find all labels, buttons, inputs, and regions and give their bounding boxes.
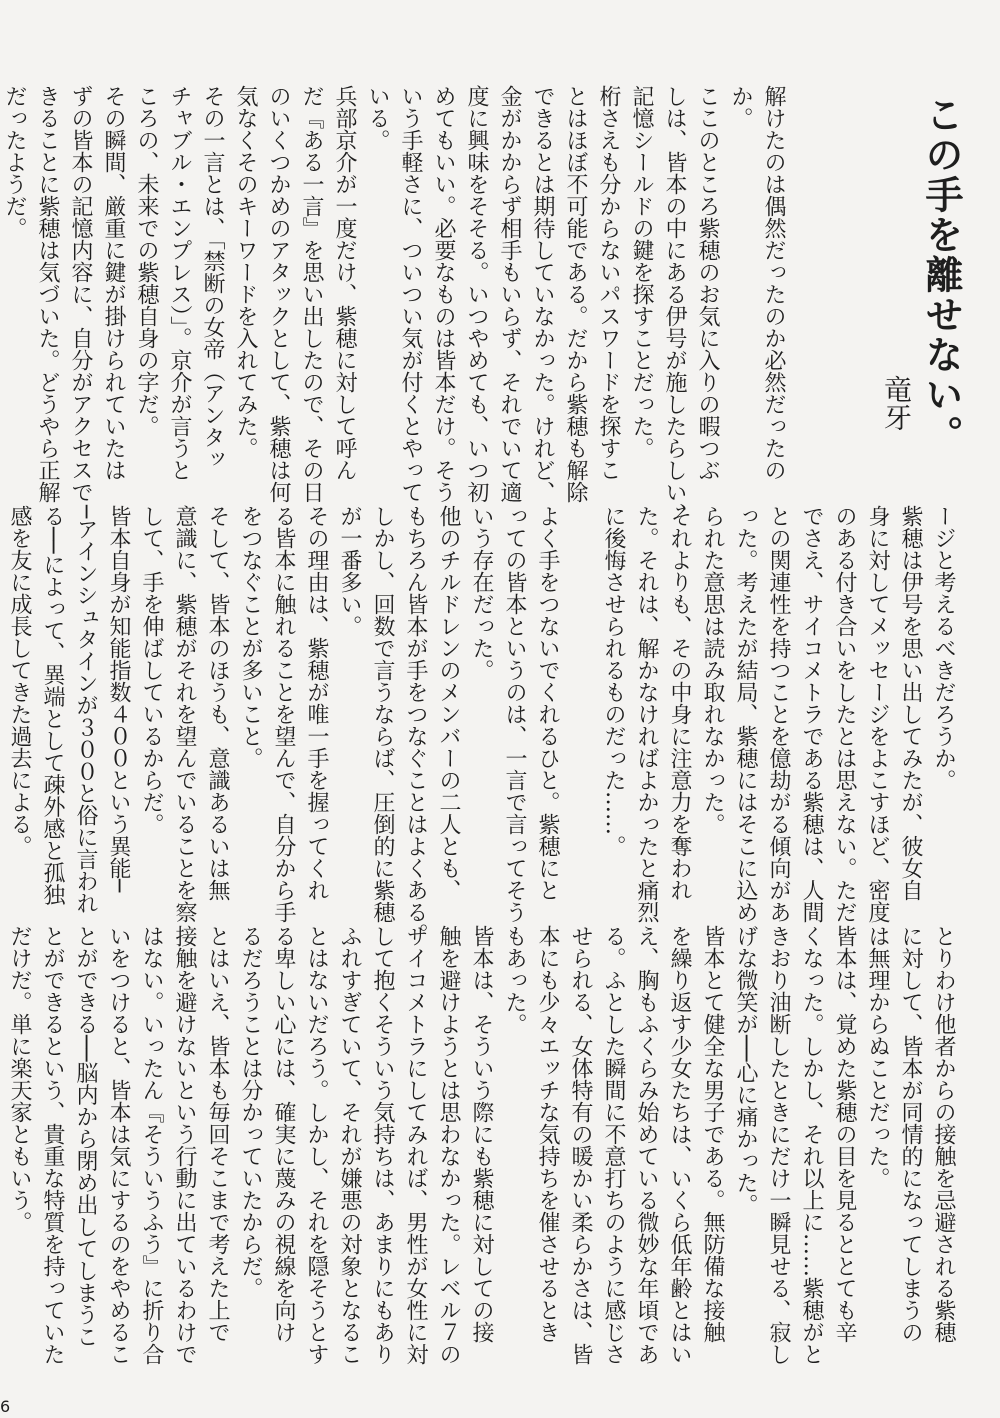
text-line: くなった。しかし、それ以上に……紫穂がと [799, 925, 824, 1365]
text-line: ージと考えるべきだろうか。 [931, 505, 956, 791]
text-line: のいくつかめのアタックとして、紫穂は何 [266, 85, 291, 503]
text-line: た。それは、解かなければよかったと痛烈 [634, 505, 659, 923]
author-name: 竜牙 [880, 375, 913, 431]
text-line: 桁さえも分からないパスワードを探すこ [596, 85, 621, 481]
text-line: のある付き合いをしたとは思えない。ただ [832, 505, 857, 923]
text-line: だけだ。単に楽天家ともいう。 [7, 925, 32, 1233]
text-line: とができる──脳内から閉め出してしまうこ [73, 925, 98, 1348]
text-line: して、手を伸ばしているからだ。 [139, 505, 164, 835]
text-line: 皆本は、覚めた紫穂の目を見るととても辛 [832, 925, 857, 1343]
text-line: 兵部京介が一度だけ、紫穂に対して呼ん [332, 85, 357, 481]
text-line: ずの皆本の記憶内容に、自分がアクセスで [68, 85, 93, 503]
text-line: ここのところ紫穂のお気に入りの暇つぶ [695, 85, 720, 481]
text-column-top [2, 85, 790, 525]
text-line: る。ふとした瞬間に不意打ちのように感じさ [601, 925, 626, 1365]
text-line: いる。 [365, 85, 390, 151]
text-line: え、胸もふくらみ始めている微妙な年頃であ [634, 925, 659, 1365]
text-line: 度に興味をそそる。いつやめても、いつ初 [464, 85, 489, 503]
text-line: 意識に、紫穂がそれを望んでいることを察 [172, 505, 197, 923]
text-line: いをつけると、皆本は気にするのをやめるこ [106, 925, 131, 1365]
text-line [0, 925, 3, 1335]
text-column-middle [7, 505, 960, 945]
text-line: に対して、皆本が同情的になってしまうの [898, 925, 923, 1343]
text-line: は無理からぬことだった。 [865, 925, 890, 1189]
text-line: ふれすぎていて、それが嫌悪の対象となるこ [337, 925, 362, 1365]
text-line: との関連性を持つことを億劫がる傾向があ [766, 505, 791, 923]
text-line: もちろん皆本が手をつなぐことはよくある。 [403, 505, 428, 945]
text-line: でさえ、サイコメトラである紫穂は、人間 [799, 505, 824, 923]
text-line: をつなぐことが多いこと。 [238, 505, 263, 769]
text-line: その一言とは、「禁断の女帝（アンタッ [200, 85, 225, 470]
text-line: だ『ある一言』を思い出したので、その日 [299, 85, 324, 503]
text-line: 本にも少々エッチな気持ちを催させるとき [535, 925, 560, 1343]
text-line: きおり油断したときにだけ一瞬見せる、寂し [766, 925, 791, 1365]
text-line: だったようだ。 [2, 85, 27, 239]
text-line: 気なくそのキーワードを入れてみた。 [233, 85, 258, 459]
text-column-bottom [7, 925, 960, 1365]
text-line: とりわけ他者からの接触を忌避される紫穂 [931, 925, 956, 1343]
text-line: 接触を避けないという行動に出ているわけで [172, 925, 197, 1365]
text-line: 皆本は、そういう際にも紫穂に対しての接 [469, 925, 494, 1343]
text-line: に後悔させられるものだった……。 [601, 505, 626, 857]
text-line: 触を避けようとは思わなかった。レベル７の [436, 925, 461, 1365]
text-line: げな微笑が──心に痛かった。 [733, 925, 758, 1216]
text-line: か。 [728, 85, 753, 129]
text-line: とはほぼ不可能である。だから紫穂も解除 [563, 85, 588, 503]
text-line: 金がかからず相手もいらず、それでいて適 [497, 85, 522, 503]
text-line [564, 505, 597, 880]
text-line: が一番多い。 [337, 505, 362, 637]
text-line: せられる、女体特有の暖かい柔らかさは、皆 [568, 925, 593, 1365]
text-line: るだろうことは分かっていたからだ。 [238, 925, 263, 1299]
text-line: よく手をつないでくれるひと。紫穂にと [535, 505, 560, 901]
text-line: いう手軽さに、ついつい気が付くとやって [398, 85, 423, 503]
article-title: この手を離せない。 [919, 95, 964, 455]
text-line: チャブル・エンプレス）」。京介が言うと [167, 85, 192, 481]
text-line: 記憶シールドの鍵を探すことだった。 [629, 85, 654, 459]
text-line: しかし、回数で言うならば、圧倒的に紫穂 [370, 505, 395, 923]
text-line: しは、皆本の中にある伊号が施したらしい、 [662, 85, 687, 525]
page-number: 6 [0, 1397, 11, 1416]
text-line: 身に対してメッセージをよこすほど、密度 [865, 505, 890, 923]
text-line [0, 505, 3, 880]
text-line: できるとは期待していなかった。けれど、 [530, 85, 555, 503]
text-line: っての皆本というのは、一言で言ってそう [502, 505, 527, 923]
text-line: とができるという、貴重な特質を持っていた [40, 925, 65, 1365]
text-line: いう存在だった。 [469, 505, 494, 681]
text-line: して抱くそういう気持ちは、あまりにもあり [370, 925, 395, 1365]
text-line: その理由は、紫穂が唯一手を握ってくれ [304, 505, 329, 901]
text-line: 皆本自身が知能指数４００という異能─ [106, 505, 131, 893]
text-line: 他のチルドレンのメンバーの二人とも、 [436, 505, 461, 901]
text-line: とはないだろう。しかし、それを隠そうとす [304, 925, 329, 1365]
text-line: とはいえ、皆本も毎回そこまで考えた上で [205, 925, 230, 1343]
text-line: った。考えたが結局、紫穂にはそこに込め [733, 505, 758, 923]
text-line: る皆本に触れることを望んで、自分から手 [271, 505, 296, 923]
text-line: を繰り返す少女たちは、いくら低年齢とはい [667, 925, 692, 1365]
text-line: めてもいい。必要なものは皆本だけ。そう [431, 85, 456, 503]
text-line: 紫穂は伊号を思い出してみたが、彼女自 [898, 505, 923, 901]
text-line: もあった。 [502, 925, 527, 1035]
text-line: サイコメトラにしてみれば、男性が女性に対 [403, 925, 428, 1365]
text-line: 感を友に成長してきた過去による。 [7, 505, 32, 857]
text-line: その瞬間、厳重に鍵が掛けられていたは [101, 85, 126, 481]
text-line: ─アインシュタインが３００と俗に言われ [73, 505, 98, 915]
text-line: それよりも、その中身に注意力を奪われ [667, 505, 692, 901]
text-line: 解けたのは偶然だったのか必然だったの [761, 85, 786, 481]
text-line: そして、皆本のほうも、意識あるいは無 [205, 505, 230, 901]
text-line: る卑しい心には、確実に蔑みの視線を向け [271, 925, 296, 1343]
text-line: ころの、未来での紫穂自身の字だ。 [134, 85, 159, 437]
text-line: きることに紫穂は気づいた。どうやら正解 [35, 85, 60, 503]
text-line: る──によって、異端として疎外感と孤独 [40, 505, 65, 906]
text-line: られた意思は読み取れなかった。 [700, 505, 725, 835]
text-line: 皆本とて健全な男子である。無防備な接触 [700, 925, 725, 1343]
text-line: はない。いったん『そういうふう』に折り合 [139, 925, 164, 1365]
